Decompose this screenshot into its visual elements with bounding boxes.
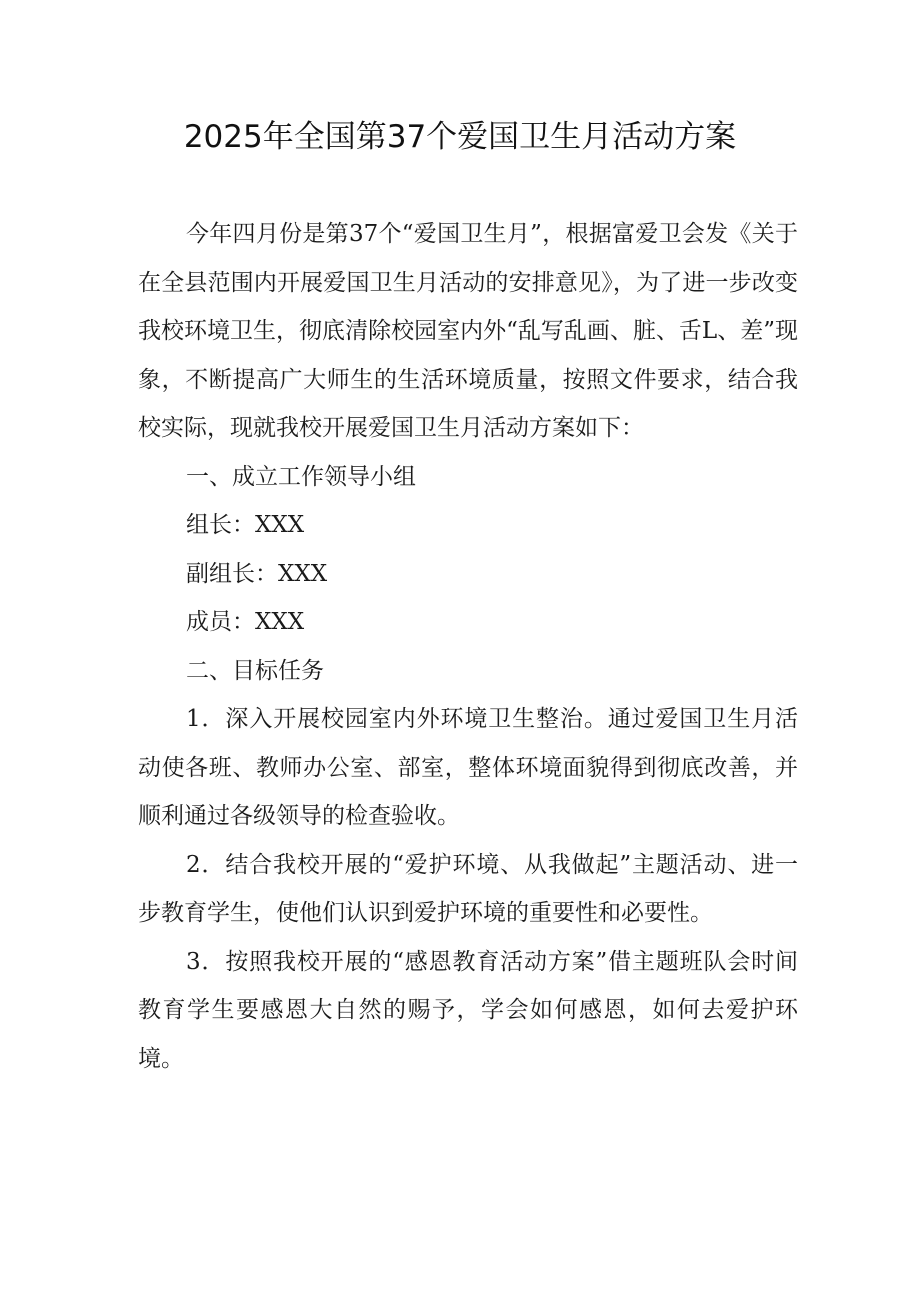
objective-item-3: 3．按照我校开展的“感恩教育活动方案”借主题班队会时间教育学生要感恩大自然的赐予，学会如何感恩，如何去爱护环境。 — [138, 948, 798, 1072]
group-leader-line: 组长：XXX — [186, 512, 305, 538]
objective-item-1: 1．深入开展校园室内外环境卫生整治。通过爱国卫生月活动使各班、教师办公室、部室，整体环境面貌得到彻底改善，并顺利通过各级领导的检查验收。 — [138, 706, 798, 829]
intro-paragraph: 今年四月份是第37个“爱国卫生月”，根据富爱卫会发《关于在全县范围内开展爱国卫生月活动的安排意见》，为了进一步改变我校环境卫生，彻底清除校园室内外“乱写乱画、脏、舌L、差”现象，不断提高广大师生的生活环境质量，按照文件要求，结合我校实际，现就我校开展爱国卫生月活动方案如下： — [138, 221, 798, 441]
objective-item-2: 2．结合我校开展的“爱护环境、从我做起”主题活动、进一步教育学生，使他们认识到爱护环境的重要性和必要性。 — [138, 851, 798, 926]
section-heading-objectives: 二、目标任务 — [186, 657, 324, 684]
deputy-leader-line: 副组长：XXX — [186, 560, 328, 587]
document-title: 2025年全国第37个爱国卫生月活动方案 — [183, 119, 737, 155]
document-body — [138, 210, 798, 1083]
members-line: 成员：XXX — [186, 609, 305, 635]
section-heading-leadership-group: 一、成立工作领导小组 — [186, 463, 416, 490]
